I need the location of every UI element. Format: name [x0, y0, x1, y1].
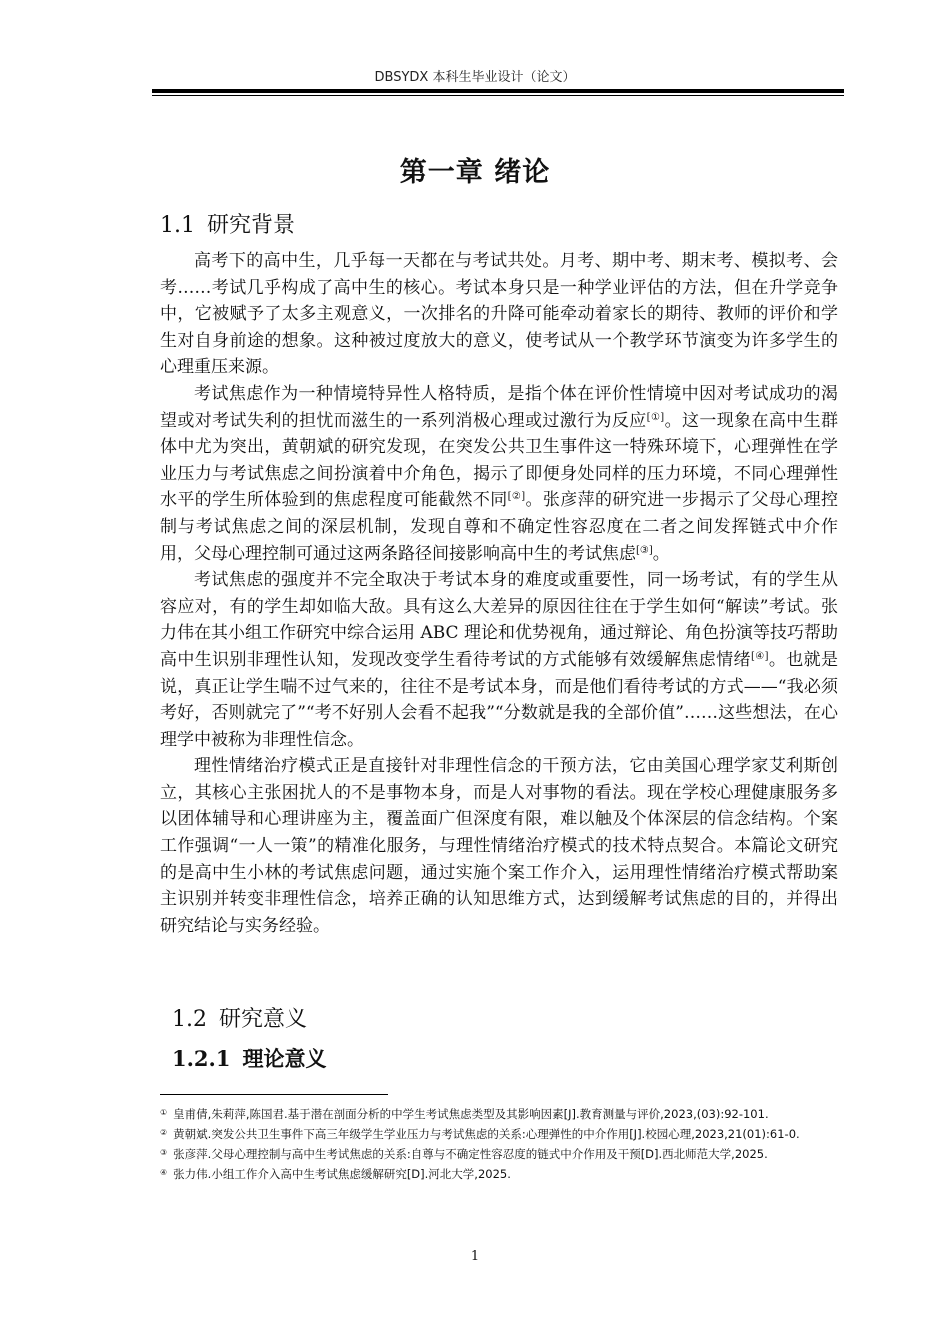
chapter-title: 第一章 绪论	[399, 157, 551, 188]
paragraph-3: 考试焦虑的强度并不完全取决于考试本身的难度或重要性，同一场考试，有的学生从容应对，有的学生却如临大敌。具有这么大差异的原因往往在于学生如何“解读”考试。张力伟在其小组工作研究中综合运用 ABC 理论和优势视角，通过辩论、角色扮演等技巧帮助高中生识别非理性认知，发现改变学生看待考试的方式能够有效缓解焦虑情绪[④]。也就是说，真正让学生喘不过气来的，往往不是考试本身，而是他们看待考试的方式——“我必须考好，否则就完了”“考不好别人会看不起我”“分数就是我的全部价值”……这些想法，在心理学中被称为非理性信念。	[160, 570, 838, 750]
citation-4: [④]	[750, 650, 769, 662]
footnote-4: ④ 张力伟.小组工作介入高中生考试焦虑缓解研究[D].河北大学,2025.	[160, 1167, 511, 1181]
section-title: 研究背景	[207, 213, 296, 238]
header-rule-thin	[152, 95, 844, 96]
section-title: 理论意义	[242, 1047, 327, 1071]
paragraph-2: 考试焦虑作为一种情境特异性人格特质，是指个体在评价性情境中因对考试成功的渴望或对考试失利的担忧而滋生的一系列消极心理或过激行为反应[①]。这一现象在高中生群体中尤为突出，黄朝斌的研究发现，在突发公共卫生事件这一特殊环境下，心理弹性在学业压力与考试焦虑之间扮演着中介角色，揭示了即便身处同样的压力环境，不同心理弹性水平的学生所体验到的焦虑程度可能截然不同[②]。张彦萍的研究进一步揭示了父母心理控制与考试焦虑之间的深层机制，发现自尊和不确定性容忍度在二者之间发挥链式中介作用，父母心理控制可通过这两条路径间接影响高中生的考试焦虑[③]。	[160, 383, 838, 564]
header-rule-thick	[152, 89, 844, 93]
section-number: 1.2	[172, 1007, 207, 1032]
section-heading-1-2	[172, 1002, 307, 1033]
section-heading-1-2-1	[172, 1043, 326, 1073]
footnote-3: ③ 张彦萍.父母心理控制与高中生考试焦虑的关系:自尊与不确定性容忍度的链式中介作用及干预[D].西北师范大学,2025.	[160, 1147, 768, 1161]
body-text	[160, 248, 838, 939]
citation-2: [②]	[507, 491, 526, 503]
section-number: 1.2.1	[172, 1046, 231, 1071]
page-number: 1	[470, 1249, 480, 1264]
citation-1: [①]	[646, 411, 665, 423]
paragraph-4: 理性情绪治疗模式正是直接针对非理性信念的干预方法，它由美国心理学家艾利斯创立，其核心主张困扰人的不是事物本身，而是人对事物的看法。现在学校心理健康服务多以团体辅导和心理讲座为主，覆盖面广但深度有限，难以触及个体深层的信念结构。个案工作强调“一人一策”的精准化服务，与理性情绪治疗模式的技术特点契合。本篇论文研究的是高中生小林的考试焦虑问题，通过实施个案工作介入，运用理性情绪治疗模式帮助案主识别并转变非理性信念，培养正确的认知思维方式，达到缓解考试焦虑的目的，并得出研究结论与实务经验。	[160, 756, 838, 936]
citation-3: [③]	[636, 544, 653, 556]
running-header: DBSYDX 本科生毕业设计（论文）	[374, 70, 576, 85]
section-heading-1-1	[160, 208, 295, 239]
paragraph-1: 高考下的高中生，几乎每一天都在与考试共处。月考、期中考、期末考、模拟考、会考……考试几乎构成了高中生的核心。考试本身只是一种学业评估的方法，但在升学竞争中，它被赋予了太多主观意义，一次排名的升降可能牵动着家长的期待、教师的评价和学生对自身前途的想象。这种被过度放大的意义，使考试从一个教学环节演变为许多学生的心理重压来源。	[160, 251, 838, 378]
footnote-separator	[160, 1094, 388, 1095]
section-number: 1.1	[160, 213, 195, 238]
footnote-2: ② 黄朝斌.突发公共卫生事件下高三年级学生学业压力与考试焦虑的关系:心理弹性的中介作用[J].校园心理,2023,21(01):61-0.	[160, 1127, 800, 1141]
footnotes	[160, 1104, 840, 1184]
section-title: 研究意义	[219, 1007, 308, 1032]
footnote-1: ① 皇甫倩,朱莉萍,陈国君.基于潜在剖面分析的中学生考试焦虑类型及其影响因素[J].教育测量与评价,2023,(03):92-101.	[160, 1107, 769, 1121]
